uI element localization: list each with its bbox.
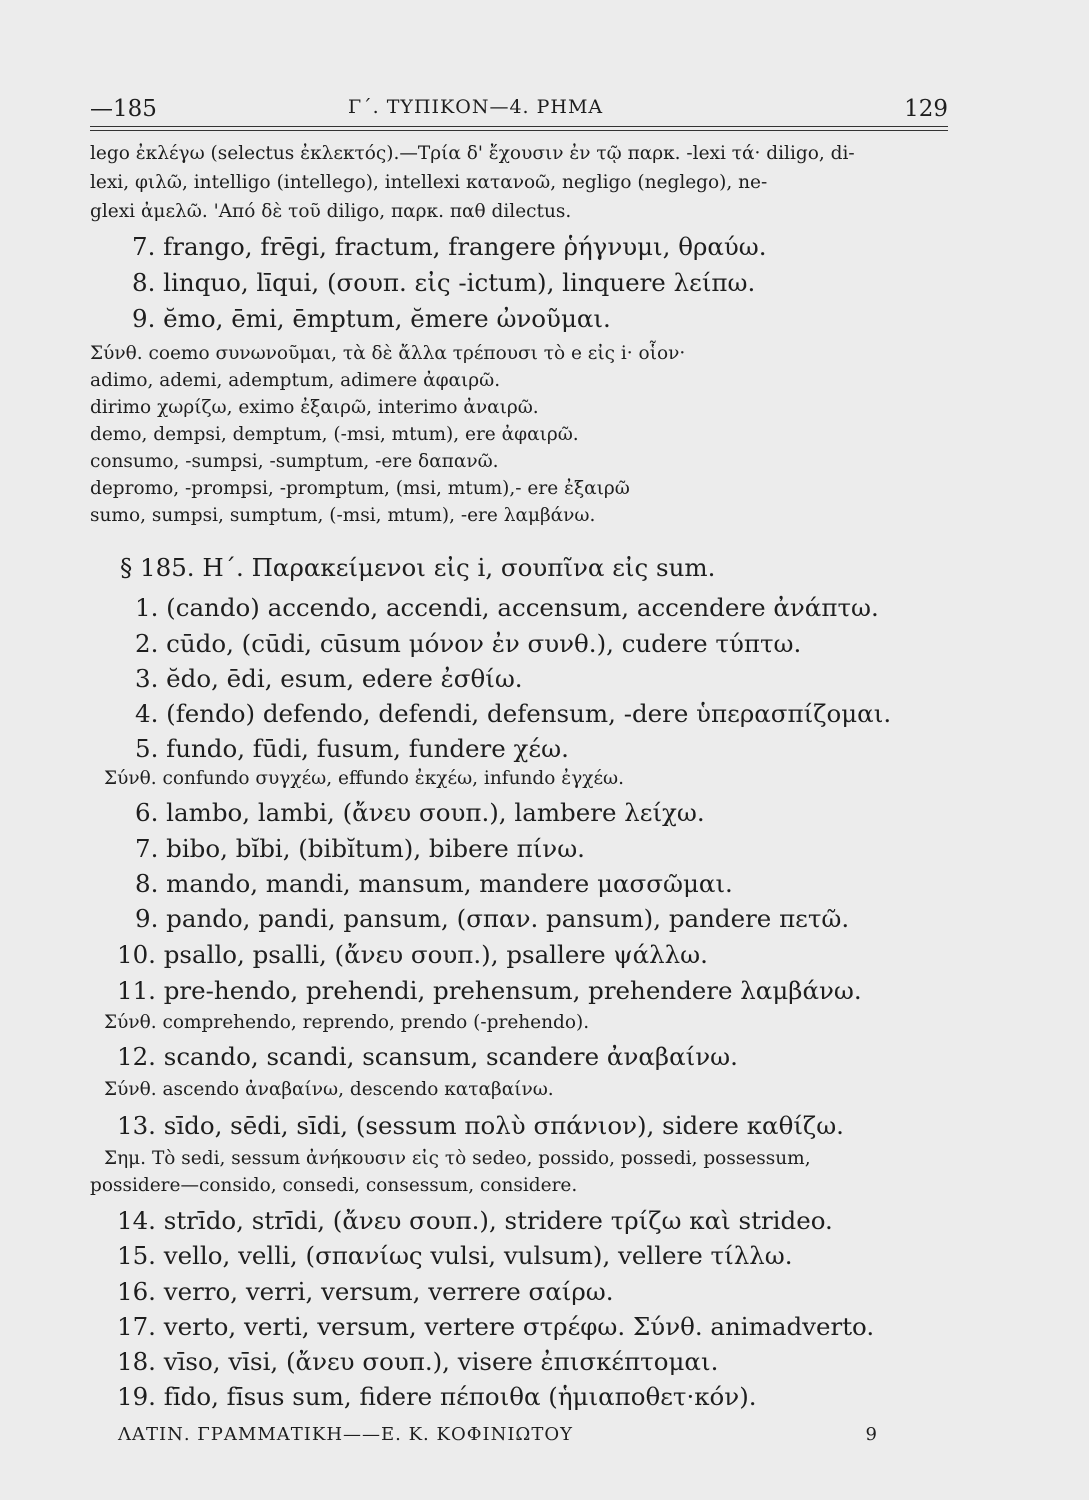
verb-entry: 17. verto, verti, versum, vertere στρέφω. Σύνθ. animadverto. (117, 1312, 875, 1341)
running-header (90, 96, 948, 126)
verb-entry: 14. strīdo, strīdi, (ἄνευ σουπ.), stridere τρίζω καὶ strideo. (117, 1206, 833, 1235)
text-line: sumo, sumpsi, sumptum, (-msi, mtum), -ere λαμβάνω. (90, 505, 596, 526)
text-line: lego ἐκλέγω (selectus ἐκλεκτός).—Τρία δ' ἔχουσιν ἐν τῷ παρκ. -lexi τά· diligo, di- (90, 143, 855, 164)
signature-number: 9 (865, 1424, 878, 1445)
header-rule (90, 126, 948, 127)
verb-entry: 9. ĕmo, ēmi, ēmptum, ĕmere ὠνοῦμαι. (132, 304, 611, 333)
verb-entry: 12. scando, scandi, scansum, scandere ἀναβαίνω. (117, 1042, 738, 1071)
verb-entry: 13. sīdo, sēdi, sīdi, (sessum πολὺ σπάνιον), sidere καθίζω. (117, 1111, 844, 1140)
text-line: dirimo χωρίζω, eximo ἐξαιρῶ, interimo ἀναιρῶ. (90, 397, 539, 418)
text-line: adimo, ademi, ademptum, adimere ἀφαιρῶ. (90, 370, 501, 391)
verb-entry: 1. (cando) accendo, accendi, accensum, accendere ἀνάπτω. (135, 593, 879, 622)
compound-note: Σύνθ. comprehendo, reprendo, prendo (-prehendo). (104, 1012, 590, 1033)
verb-entry: 9. pando, pandi, pansum, (σπαν. pansum), pandere πετῶ. (135, 904, 850, 933)
compound-note: Σύνθ. ascendo ἀναβαίνω, descendo καταβαίνω. (104, 1079, 554, 1100)
compound-note: Σύνθ. coemo συνωνοῦμαι, τὰ δὲ ἄλλα τρέπουσι τὸ e εἰς i· οἷον· (90, 343, 686, 364)
section-heading: § 185. Η΄. Παρακείμενοι εἰς i, σουπῖνα εἰς sum. (120, 553, 716, 582)
page-number: 129 (904, 96, 948, 122)
verb-entry: 16. verro, verri, versum, verrere σαίρω. (117, 1277, 614, 1306)
verb-entry: 3. ĕdo, ēdi, esum, edere ἐσθίω. (135, 664, 523, 693)
text-line: lexi, φιλῶ, intelligo (intellego), intellexi κατανοῶ, negligo (neglego), ne- (90, 172, 768, 193)
text-line: depromo, -prompsi, -promptum, (msi, mtum),- ere ἐξαιρῶ (90, 478, 630, 499)
verb-entry: 4. (fendo) defendo, defendi, defensum, -dere ὑπερασπίζομαι. (135, 699, 892, 728)
verb-entry: 5. fundo, fūdi, fusum, fundere χέω. (135, 734, 569, 763)
chapter-title: Γ΄. ΤΥΠΙΚΟΝ—4. ΡΗΜΑ (348, 96, 604, 118)
verb-entry: 10. psallo, psalli, (ἄνευ σουπ.), psallere ψάλλω. (117, 940, 708, 969)
verb-entry: 7. bibo, bĭbi, (bibĭtum), bibere πίνω. (135, 834, 585, 863)
verb-entry: 6. lambo, lambi, (ἄνευ σουπ.), lambere λείχω. (135, 798, 705, 827)
verb-entry: 2. cūdo, (cūdi, cūsum μόνον ἐν συνθ.), cudere τύπτω. (135, 629, 802, 658)
verb-entry: 19. fīdo, fīsus sum, fidere πέποιθα (ἡμιαποθετ·κόν). (117, 1382, 757, 1411)
text-line: demo, dempsi, demptum, (-msi, mtum), ere ἀφαιρῶ. (90, 424, 579, 445)
verb-entry: 15. vello, velli, (σπανίως vulsi, vulsum), vellere τίλλω. (117, 1241, 793, 1270)
header-rule-double (90, 130, 948, 131)
verb-entry: 7. frango, frēgi, fractum, frangere ῥήγνυμι, θραύω. (132, 232, 767, 261)
remark-note: Σημ. Τὸ sedi, sessum ἀνήκουσιν εἰς τὸ sedeo, possido, possedi, possessum, (104, 1148, 811, 1169)
book-title: ΛΑΤΙΝ. ΓΡΑΜΜΑΤΙΚΗ——Ε. Κ. ΚΟΦΙΝΙΩΤΟΥ (118, 1424, 574, 1445)
text-line: consumo, -sumpsi, -sumptum, -ere δαπανῶ. (90, 451, 499, 472)
compound-note: Σύνθ. confundo συγχέω, effundo ἐκχέω, infundo ἐγχέω. (104, 768, 625, 789)
verb-entry: 18. vīso, vīsi, (ἄνευ σουπ.), visere ἐπισκέπτομαι. (117, 1347, 719, 1376)
verb-entry: 8. linquo, līqui, (σουπ. εἰς -ictum), linquere λείπω. (132, 268, 756, 297)
verb-entry: 8. mando, mandi, mansum, mandere μασσῶμαι. (135, 869, 733, 898)
verb-entry: 11. pre-hendo, prehendi, prehensum, prehendere λαμβάνω. (117, 976, 862, 1005)
section-number: —185 (90, 96, 157, 122)
text-line: glexi ἀμελῶ. 'Από δὲ τοῦ diligo, παρκ. παθ dilectus. (90, 201, 572, 222)
remark-note: possidere—consido, consedi, consessum, considere. (90, 1175, 578, 1196)
